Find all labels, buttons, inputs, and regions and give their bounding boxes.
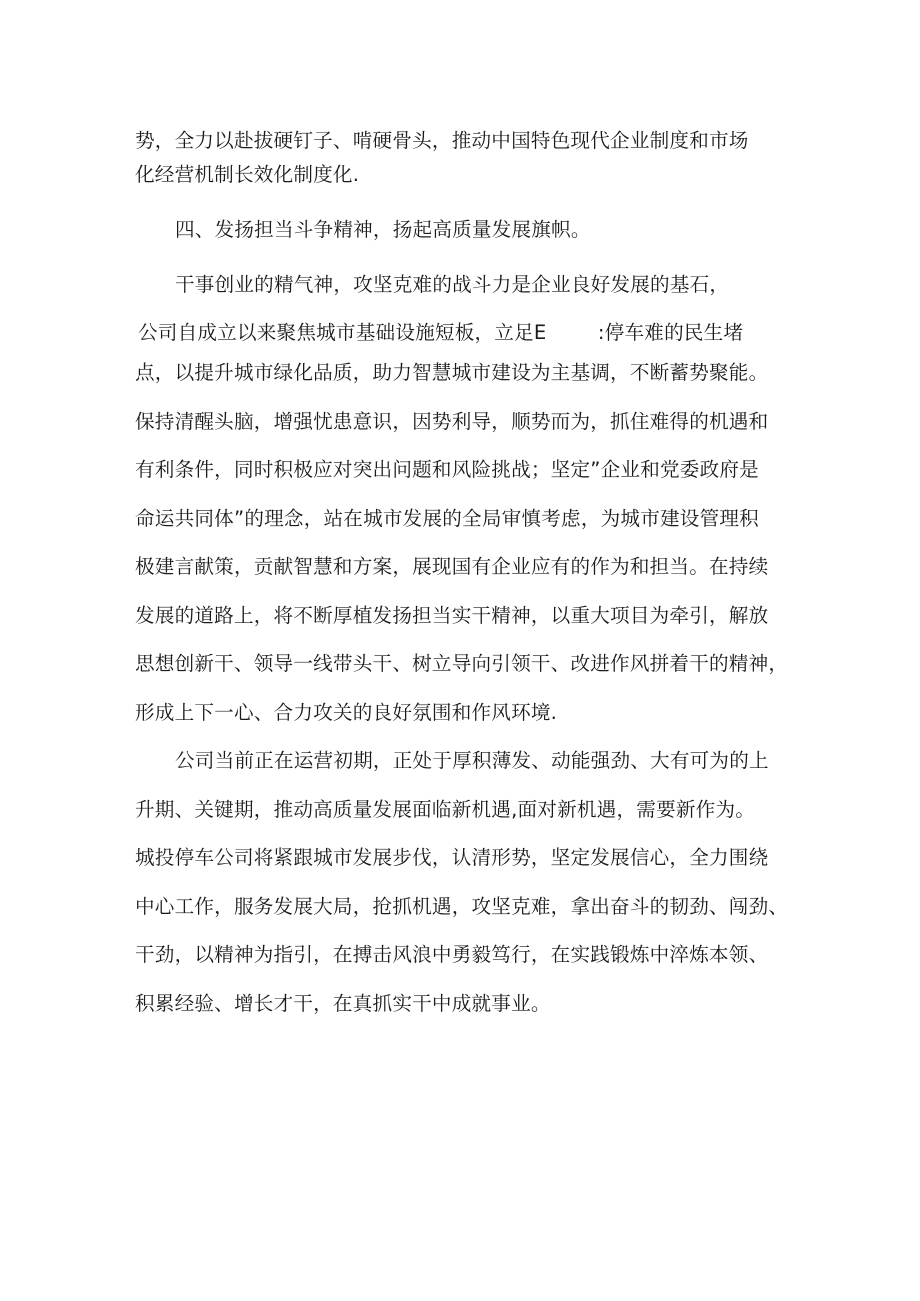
text-line: 势，全力以赴拔硬钉子、啃硬骨头，推动中国特色现代企业制度和市场 [135, 129, 749, 152]
text-line: 有利条件，同时积极应对突出问题和风险挑战；坚定”企业和党委政府是 [135, 458, 759, 481]
text-line: 升期、关键期，推动高质量发展面临新机遇,面对新机遇，需要新作为。 [135, 798, 756, 821]
text-line: 形成上下一心、合力攻关的良好氛围和作风环境. [135, 701, 558, 724]
text-line: 干劲，以精神为指引，在搏击风浪中勇毅笃行，在实践锻炼中淬炼本领、 [135, 943, 769, 966]
text-line: 公司当前正在运营初期，正处于厚积薄发、动能强劲、大有可为的上 [175, 749, 769, 772]
text-line: 命运共同体”的理念，站在城市发展的全局审慎考虑，为城市建设管理积 [135, 507, 759, 530]
text-line: 点，以提升城市绿化品质，助力智慧城市建设为主基调，不断蓄势聚能。 [135, 361, 769, 384]
text-line: 极建言献策，贡献智慧和方案，展现国有企业应有的作为和担当。在持续 [135, 555, 769, 578]
text-line: 城投停车公司将紧跟城市发展步伐，认清形势，坚定发展信心，全力围绕 [135, 846, 769, 869]
text-line: 思想创新干、领导一线带头干、树立导向引领干、改进作风拼着干的精神， [135, 652, 789, 675]
text-line: 保持清醒头脑，增强忧患意识，因势利导，顺势而为，抓住难得的机遇和 [135, 410, 769, 433]
text-line: 中心工作，服务发展大局，抢抓机遇，攻坚克难，拿出奋斗的韧劲、闯劲、 [135, 895, 789, 918]
section-heading: 四、发扬担当斗争精神，扬起高质量发展旗帜。 [175, 218, 591, 241]
text-line: 发展的道路上，将不断厚植发扬担当实干精神，以重大项目为牵引，解放 [135, 604, 769, 627]
text-line: 积累经验、增长才干，在真抓实干中成就事业。 [135, 992, 551, 1015]
text-line: 公司自成立以来聚焦城市基础设施短板，立足E :停车难的民生堵 [138, 321, 744, 344]
text-line: 化经营机制长效化制度化. [135, 163, 360, 186]
text-line: 干事创业的精气神，攻坚克难的战斗力是企业良好发展的基石， [175, 273, 730, 296]
